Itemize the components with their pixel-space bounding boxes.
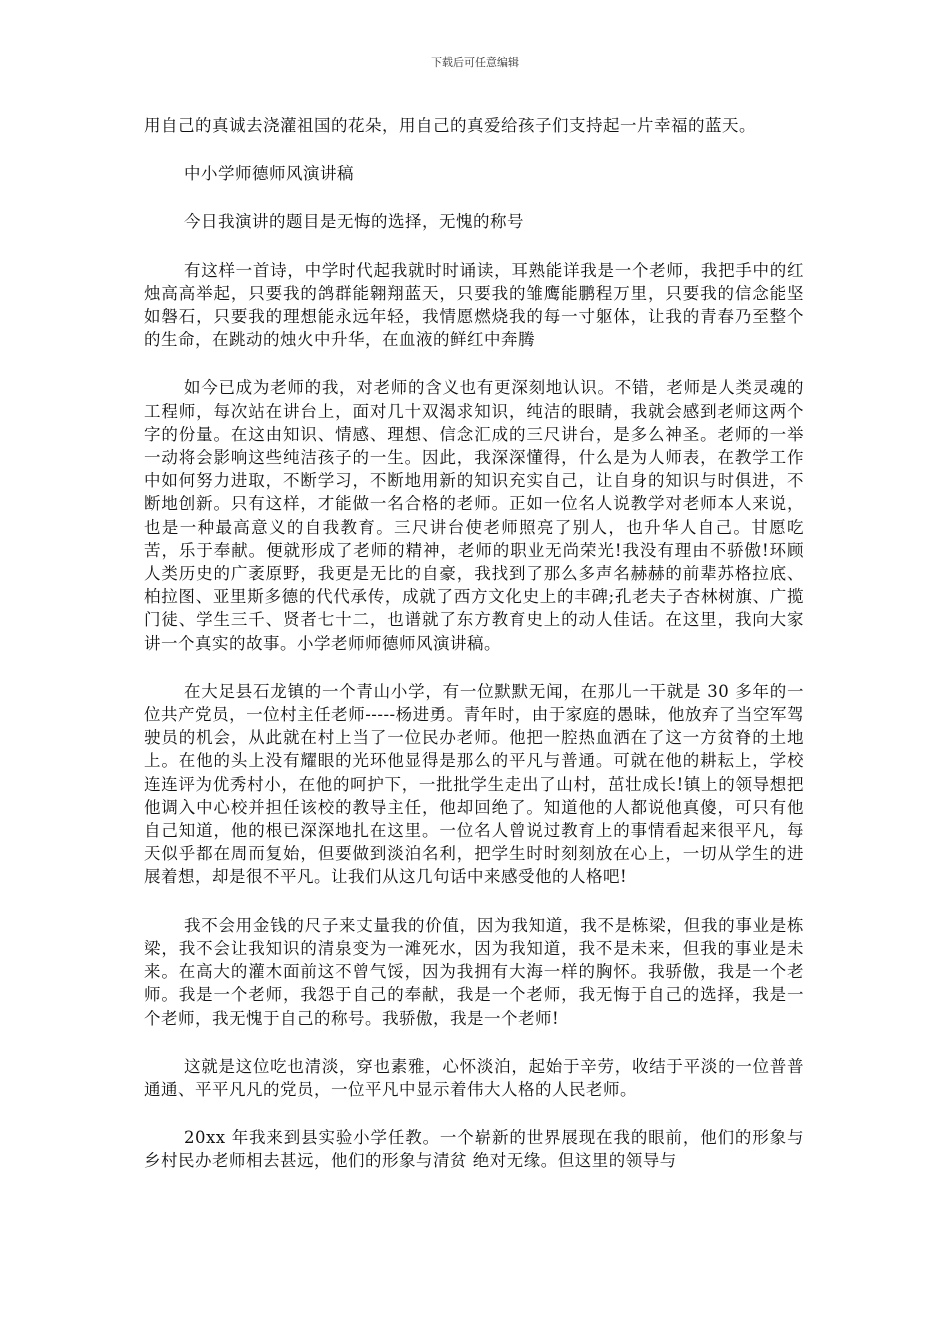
paragraph-teacher-meaning: 如今已成为老师的我，对老师的含义也有更深刻地认识。不错，老师是人类灵魂的工程师，每次站在讲台上，面对几十双渴求知识，纯洁的眼睛，我就会感到老师这两个字的份量。在这由知识、情感、理想、信念汇成的三尺讲台，是多么神圣。老师的一举一动将会影响这些纯洁孩子的一生。因此，我深深懂得，什么是为人师表，在教学工作中如何努力进取，不断学习，不断地用新的知识充实自己，让自身的知识与时俱进，不断地创新。只有这样，才能做一名合格的老师。正如一位名人说教学对老师本人来说，也是一种最高意义的自我教育。三尺讲台使老师照亮了别人，也升华人自己。甘愿吃苦，乐于奉献。便就形成了老师的精神，老师的职业无尚荣光!我没有理由不骄傲!环顾人类历史的广袤原野，我更是无比的自豪，我找到了那么多声名赫赫的前辈苏格拉底、柏拉图、亚里斯多德的代代承传，成就了西方文化史上的丰碑;孔老夫子杏林树旗、广揽门徒、学生三千、贤者七十二，也谱就了东方教育史上的动人佳话。在这里，我向大家讲一个真实的故事。小学老师师德师风演讲稿。 (144, 378, 804, 653)
paragraph-summary: 这就是这位吃也清淡，穿也素雅，心怀淡泊，起始于辛劳，收结于平淡的一位普普通通、平平凡凡的党员，一位平凡中显示着伟大人格的人民老师。 (144, 1056, 804, 1099)
paragraph-pride: 我不会用金钱的尺子来丈量我的价值，因为我知道，我不是栋梁，但我的事业是栋梁，我不会让我知识的清泉变为一滩死水，因为我知道，我不是未来，但我的事业是未来。在高大的灌木面前这不曾气馁，因为我拥有大海一样的胸怀。我骄傲，我是一个老师。我是一个老师，我怨于自己的奉献，我是一个老师，我无悔于自己的选择，我是一个老师，我无愧于自己的称号。我骄傲，我是一个老师! (144, 915, 804, 1028)
paragraph-opening: 用自己的真诚去浇灌祖国的花朵，用自己的真爱给孩子们支持起一片幸福的蓝天。 (144, 116, 756, 135)
speech-topic: 今日我演讲的题目是无悔的选择，无愧的称号 (184, 212, 524, 232)
document-body (144, 114, 804, 1198)
page-header: 下载后可任意编辑 (431, 56, 519, 69)
paragraph-poem: 有这样一首诗，中学时代起我就时时诵读，耳熟能详我是一个老师，我把手中的红烛高高举起，只要我的鸽群能翱翔蓝天，只要我的雏鹰能鹏程万里，只要我的信念能坚如磐石，只要我的理想能永远年轻，我情愿燃烧我的每一寸躯体，让我的青春乃至整个的生命，在跳动的烛火中升华，在血液的鲜红中奔腾 (144, 260, 804, 350)
document-title: 中小学师德师风演讲稿 (184, 164, 354, 184)
paragraph-story: 在大足县石龙镇的一个青山小学，有一位默默无闻，在那儿一干就是 30 多年的一位共产党员，一位村主任老师-----杨进勇。青年时，由于家庭的愚昧，他放弃了当空军驾驶员的机会，从此就在村上当了一位民办老师。他把一腔热血洒在了这一方贫脊的土地上。在他的头上没有耀眼的光环他显得是那么的平凡与普通。可就在他的耕耘上，学校连连评为优秀村小，在他的呵护下，一批批学生走出了山村，茁壮成长!镇上的领导想把他调入中心校并担任该校的教导主任，他却回绝了。知道他的人都说他真傻，可只有他自己知道，他的根已深深地扎在这里。一位名人曾说过教育上的事情看起来很平凡，每天似乎都在周而复始，但要做到淡泊名利，把学生时时刻刻放在心上，一切从学生的进展着想，却是很不平凡。让我们从这几句话中来感受他的人格吧! (144, 681, 804, 887)
paragraph-experiment-school: 20xx 年我来到县实验小学任教。一个崭新的世界展现在我的眼前，他们的形象与乡村民办老师相去甚远，他们的形象与清贫 绝对无缘。但这里的领导与 (144, 1128, 804, 1171)
